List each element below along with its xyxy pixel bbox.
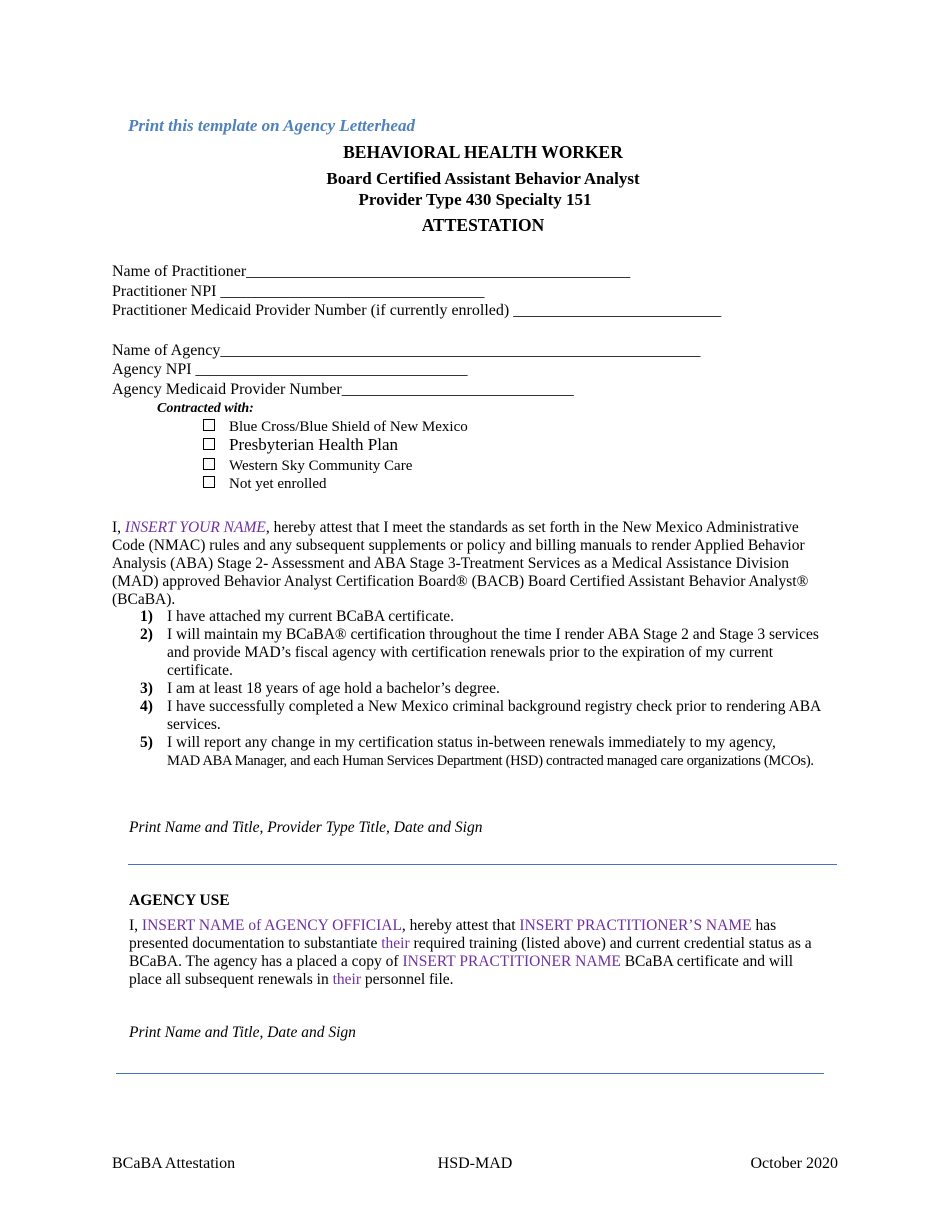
agency-signature-label: Print Name and Title, Date and Sign xyxy=(129,1024,356,1041)
option-label: Western Sky Community Care xyxy=(229,458,413,474)
letterhead-note: Print this template on Agency Letterhead xyxy=(128,116,415,135)
title-behavioral-health-worker: BEHAVIORAL HEALTH WORKER xyxy=(343,142,623,162)
list-item: 1) I have attached my current BCaBA certificate. xyxy=(140,608,455,625)
option-label: Not yet enrolled xyxy=(229,476,327,492)
list-item: 5) I will report any change in my certification status in-between renewals immediately to my agency, xyxy=(140,734,776,751)
checkbox-icon[interactable] xyxy=(203,438,215,450)
list-item: 3) I am at least 18 years of age hold a bachelor’s degree. xyxy=(140,680,500,697)
list-item: 4) I have successfully completed a New Mexico criminal background registry check prior to rendering ABA services. xyxy=(140,698,821,733)
practitioner-placeholder: INSERT PRACTITIONER NAME xyxy=(402,953,621,970)
practitioner-name-field[interactable]: Name of Practitioner________________________________________________ xyxy=(112,263,631,280)
contracted-with-label: Contracted with: xyxy=(157,401,254,416)
list-item: 2) I will maintain my BCaBA® certification throughout the time I render ABA Stage 2 and Stage 3 services and provide MAD’s fiscal agency with certification renewals prior to the expiration of my current certificate. xyxy=(140,626,819,679)
checkbox-icon[interactable] xyxy=(203,458,215,470)
practitioner-signature-label: Print Name and Title, Provider Type Title, Date and Sign xyxy=(129,819,483,836)
title-attestation: ATTESTATION xyxy=(421,215,545,235)
name-placeholder: INSERT YOUR NAME xyxy=(124,519,266,536)
attestation-list xyxy=(112,608,828,770)
title-provider-type: Provider Type 430 Specialty 151 xyxy=(358,190,592,209)
checkbox-icon[interactable] xyxy=(203,419,215,431)
practitioner-medicaid-field[interactable]: Practitioner Medicaid Provider Number (if currently enrolled) __________________________ xyxy=(112,302,722,319)
title-bcaba: Board Certified Assistant Behavior Analyst xyxy=(326,169,640,188)
checkbox-icon[interactable] xyxy=(203,476,215,488)
agency-name-field[interactable]: Name of Agency____________________________________________________________ xyxy=(112,342,701,359)
option-bcbs[interactable] xyxy=(203,418,468,436)
option-label: Blue Cross/Blue Shield of New Mexico xyxy=(229,419,468,435)
option-label: Presbyterian Health Plan xyxy=(229,435,399,454)
option-western-sky[interactable] xyxy=(203,457,412,475)
practitioner-placeholder: INSERT PRACTITIONER’S NAME xyxy=(519,917,752,934)
practitioner-signature-line[interactable] xyxy=(128,864,837,865)
option-not-enrolled[interactable] xyxy=(203,475,326,493)
option-presbyterian[interactable] xyxy=(203,436,398,455)
agency-paragraph: I, INSERT NAME of AGENCY OFFICIAL, hereby attest that INSERT PRACTITIONER’S NAME has presented documentation to substantiate their required training (listed above) and current credential status as a BCaBA. The agency has a placed a copy of INSERT PRACTITIONER NAME BCaBA certificate and will place all subsequent renewals in their personnel file. xyxy=(129,917,812,988)
agency-npi-field[interactable]: Agency NPI __________________________________ xyxy=(112,361,468,378)
official-placeholder: INSERT NAME of AGENCY OFFICIAL xyxy=(141,917,402,934)
agency-signature-line[interactable] xyxy=(116,1073,824,1074)
agency-use-heading: AGENCY USE xyxy=(129,892,230,909)
list-item-continuation: MAD ABA Manager, and each Human Services Department (HSD) contracted managed care organizations (MCOs). xyxy=(167,753,814,769)
footer-right: October 2020 xyxy=(750,1155,838,1172)
practitioner-npi-field[interactable]: Practitioner NPI _________________________________ xyxy=(112,283,485,300)
attestation-paragraph: I, INSERT YOUR NAME, hereby attest that I meet the standards as set forth in the New Mexico Administrative Code (NMAC) rules and any subsequent supplements or policy and billing manuals to render Applied Behavior Analysis (ABA) Stage 2- Assessment and ABA Stage 3-Treatment Services as a Medical Assistance Division (MAD) approved Behavior Analyst Certification Board® (BACB) Board Certified Assistant Behavior Analyst® (BCaBA). xyxy=(112,519,809,608)
footer-left: BCaBA Attestation xyxy=(112,1155,236,1172)
agency-medicaid-field[interactable]: Agency Medicaid Provider Number_____________________________ xyxy=(112,381,574,398)
footer-center: HSD-MAD xyxy=(437,1155,513,1172)
